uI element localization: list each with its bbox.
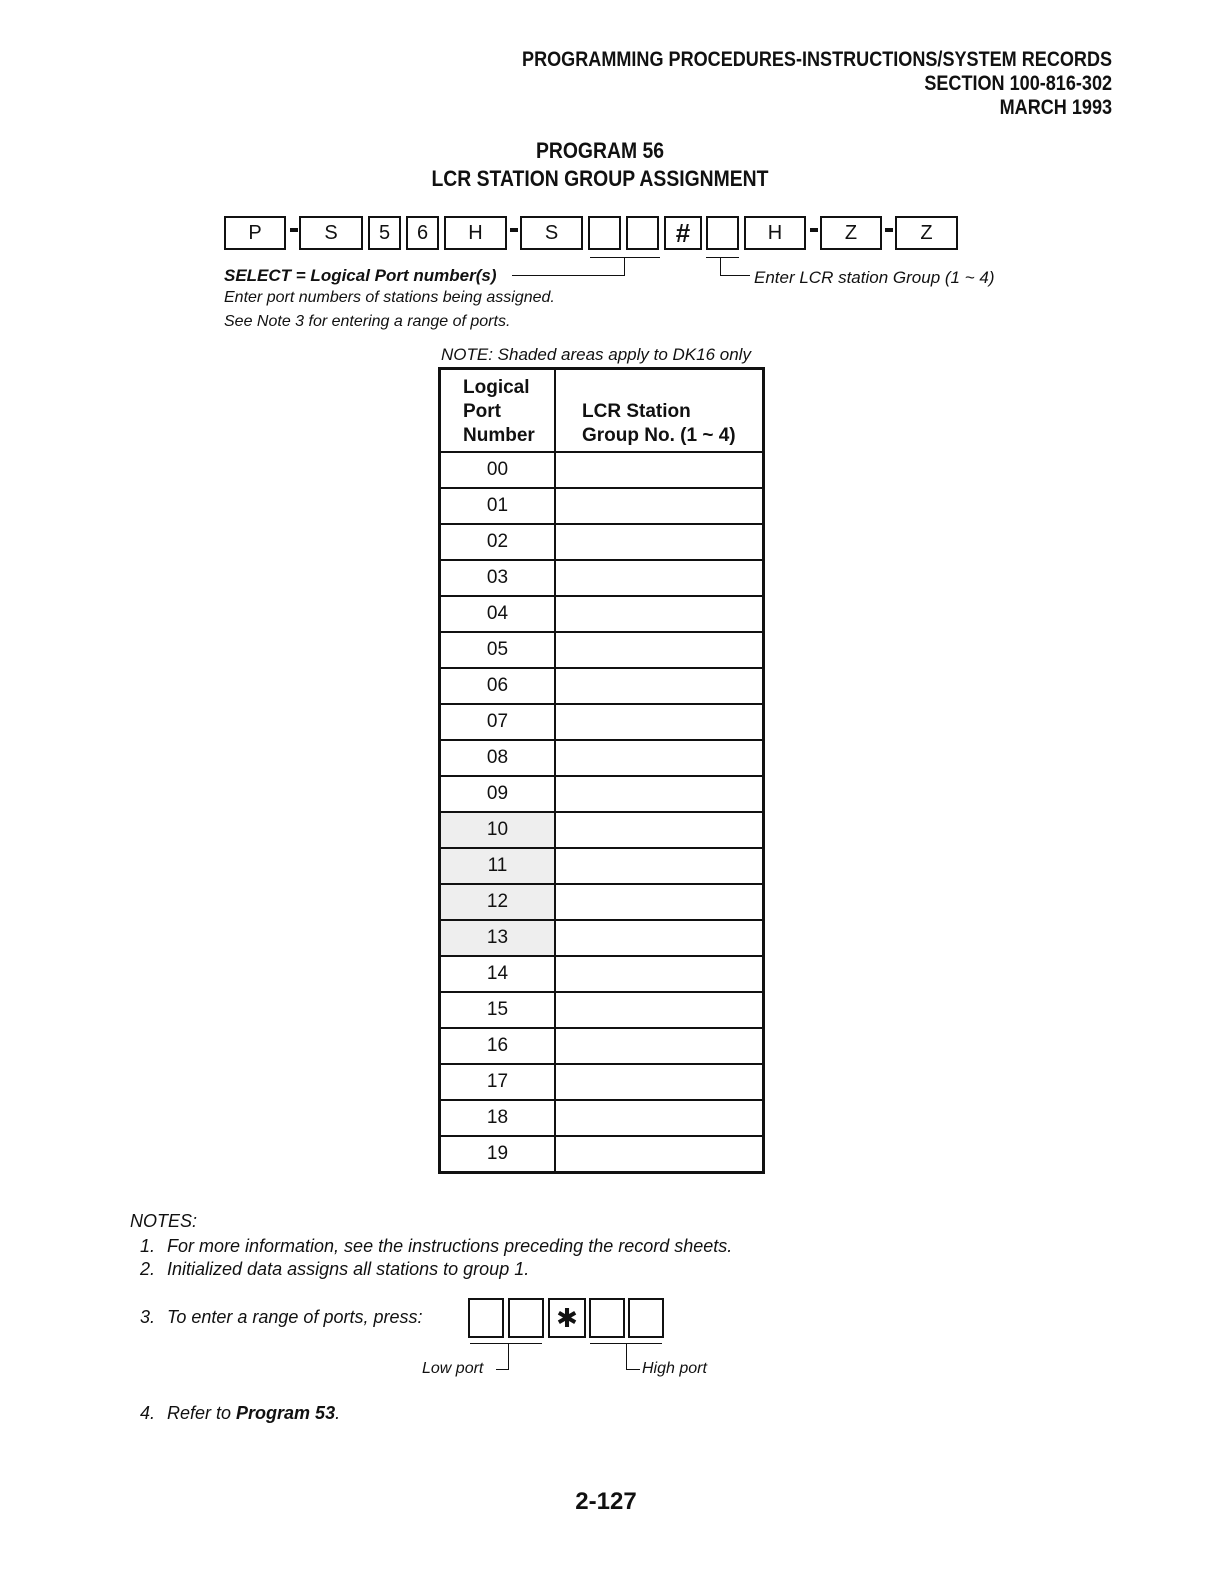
- note-4-suffix: .: [335, 1403, 341, 1423]
- table-row: [440, 920, 764, 956]
- logical-port-number-cell: 11: [440, 848, 556, 884]
- header-number: Number: [463, 425, 535, 446]
- key-hash: #: [664, 216, 702, 250]
- low-port-box-1: [468, 1298, 504, 1338]
- key-h: H: [444, 216, 507, 250]
- note-3-number: 3.: [140, 1307, 156, 1327]
- low-port-bracket-stem: [508, 1343, 509, 1369]
- logical-port-number-cell: 19: [440, 1136, 556, 1173]
- key-h-2: H: [744, 216, 806, 250]
- group-digit-box: [706, 216, 739, 250]
- logical-port-number-cell: 17: [440, 1064, 556, 1100]
- high-port-box-1: [589, 1298, 625, 1338]
- lcr-group-entry-cell: [555, 812, 764, 848]
- separator-dash: [510, 228, 518, 232]
- table-row: [440, 776, 764, 812]
- table-row: [440, 704, 764, 740]
- separator-dash: [810, 228, 818, 232]
- lcr-group-entry-cell: [555, 452, 764, 488]
- lcr-group-entry-cell: [555, 488, 764, 524]
- table-header-row: [440, 369, 764, 453]
- table-row: [440, 488, 764, 524]
- low-port-label: Low port: [422, 1360, 484, 1377]
- header-title: [522, 48, 1112, 120]
- table-row: [440, 956, 764, 992]
- logical-port-number-cell: 03: [440, 560, 556, 596]
- table-row: [440, 632, 764, 668]
- note-1: For more information, see the instructions preceding the record sheets.: [167, 1236, 733, 1256]
- star-key: ✱: [548, 1298, 586, 1338]
- logical-port-number-cell: 14: [440, 956, 556, 992]
- table-row: [440, 992, 764, 1028]
- lcr-group-entry-cell: [555, 992, 764, 1028]
- select-bracket: [590, 257, 660, 258]
- logical-port-number-cell: 05: [440, 632, 556, 668]
- note-3: To enter a range of ports, press:: [167, 1307, 423, 1327]
- port-digit-box-1: [588, 216, 621, 250]
- select-bracket-stem: [624, 257, 625, 275]
- logical-port-number-cell: 15: [440, 992, 556, 1028]
- lcr-group-entry-cell: [555, 884, 764, 920]
- lcr-group-entry-cell: [555, 704, 764, 740]
- port-digit-box-2: [626, 216, 659, 250]
- page-number: 2-127: [575, 1488, 637, 1515]
- table-row: [440, 740, 764, 776]
- table-row: [440, 1136, 764, 1173]
- logical-port-number-header: [440, 369, 556, 453]
- instruction-line-2: See Note 3 for entering a range of ports.: [224, 313, 511, 330]
- key-s: S: [299, 216, 363, 250]
- table-row: [440, 812, 764, 848]
- header-lcr-station: LCR Station: [582, 401, 691, 422]
- lcr-group-entry-cell: [555, 1100, 764, 1136]
- separator-dash: [290, 228, 298, 232]
- note-4-number: 4.: [140, 1403, 156, 1423]
- group-bracket: [706, 257, 739, 258]
- low-port-bracket: [470, 1343, 542, 1344]
- table-row: [440, 1028, 764, 1064]
- logical-port-number-cell: 02: [440, 524, 556, 560]
- logical-port-number-cell: 18: [440, 1100, 556, 1136]
- lcr-group-entry-cell: [555, 668, 764, 704]
- logical-port-number-cell: 06: [440, 668, 556, 704]
- logical-port-number-cell: 16: [440, 1028, 556, 1064]
- high-port-label: High port: [642, 1360, 707, 1377]
- high-port-leader: [626, 1369, 640, 1370]
- lcr-group-entry-cell: [555, 1136, 764, 1173]
- program-title: PROGRAM 56: [535, 138, 665, 163]
- lcr-group-entry-cell: [555, 776, 764, 812]
- table-row: [440, 668, 764, 704]
- low-port-leader: [496, 1369, 509, 1370]
- lcr-group-entry-cell: [555, 632, 764, 668]
- key-5: 5: [368, 216, 401, 250]
- note-4: [167, 1403, 340, 1424]
- logical-port-number-cell: 04: [440, 596, 556, 632]
- low-port-box-2: [508, 1298, 544, 1338]
- table-row: [440, 884, 764, 920]
- select-label: SELECT = Logical Port number(s): [224, 266, 497, 285]
- high-port-box-2: [628, 1298, 664, 1338]
- note-4-program-ref: Program 53: [236, 1403, 336, 1423]
- table-row: [440, 560, 764, 596]
- table-note: NOTE: Shaded areas apply to DK16 only: [441, 345, 751, 364]
- logical-port-number-cell: 08: [440, 740, 556, 776]
- lcr-group-entry-cell: [555, 596, 764, 632]
- instruction-line-1: Enter port numbers of stations being assigned.: [224, 289, 555, 306]
- lcr-group-entry-cell: [555, 524, 764, 560]
- lcr-group-entry-cell: [555, 920, 764, 956]
- select-leader-line: [512, 275, 625, 276]
- key-6: 6: [406, 216, 439, 250]
- logical-port-number-cell: 07: [440, 704, 556, 740]
- logical-port-number-cell: 00: [440, 452, 556, 488]
- note-1-number: 1.: [140, 1236, 156, 1256]
- enter-group-label: Enter LCR station Group (1 ~ 4): [754, 268, 995, 287]
- lcr-group-entry-cell: [555, 956, 764, 992]
- header-logical: Logical: [463, 377, 530, 398]
- lcr-station-group-table: [438, 367, 765, 1174]
- table-row: [440, 596, 764, 632]
- group-leader-line: [720, 275, 750, 276]
- table-row: [440, 848, 764, 884]
- notes-heading: NOTES:: [130, 1211, 198, 1231]
- lcr-group-entry-cell: [555, 848, 764, 884]
- logical-port-number-cell: 09: [440, 776, 556, 812]
- note-2: Initialized data assigns all stations to group 1.: [167, 1259, 530, 1279]
- header-group-no: Group No. (1 ~ 4): [582, 425, 736, 446]
- lcr-group-header: [555, 369, 764, 453]
- group-bracket-stem: [720, 257, 721, 275]
- note-2-number: 2.: [140, 1259, 156, 1279]
- lcr-group-entry-cell: [555, 1064, 764, 1100]
- lcr-group-entry-cell: [555, 560, 764, 596]
- key-s-select: S: [520, 216, 583, 250]
- logical-port-number-cell: 01: [440, 488, 556, 524]
- header-line-2: SECTION 100-816-302: [924, 72, 1112, 95]
- table-row: [440, 524, 764, 560]
- header-line-3: MARCH 1993: [999, 96, 1112, 119]
- separator-dash: [885, 228, 893, 232]
- note-4-prefix: Refer to: [167, 1403, 237, 1423]
- header-line-1: PROGRAMMING PROCEDURES-INSTRUCTIONS/SYSTEM RECORDS: [521, 48, 1112, 71]
- logical-port-number-cell: 12: [440, 884, 556, 920]
- key-p: P: [224, 216, 286, 250]
- lcr-group-entry-cell: [555, 740, 764, 776]
- key-z-2: Z: [895, 216, 958, 250]
- logical-port-number-cell: 13: [440, 920, 556, 956]
- lcr-group-entry-cell: [555, 1028, 764, 1064]
- high-port-bracket-stem: [626, 1343, 627, 1369]
- logical-port-number-cell: 10: [440, 812, 556, 848]
- table-row: [440, 452, 764, 488]
- table-row: [440, 1064, 764, 1100]
- program-subtitle: LCR STATION GROUP ASSIGNMENT: [431, 166, 769, 191]
- table-row: [440, 1100, 764, 1136]
- key-z-1: Z: [820, 216, 882, 250]
- header-port: Port: [463, 401, 501, 422]
